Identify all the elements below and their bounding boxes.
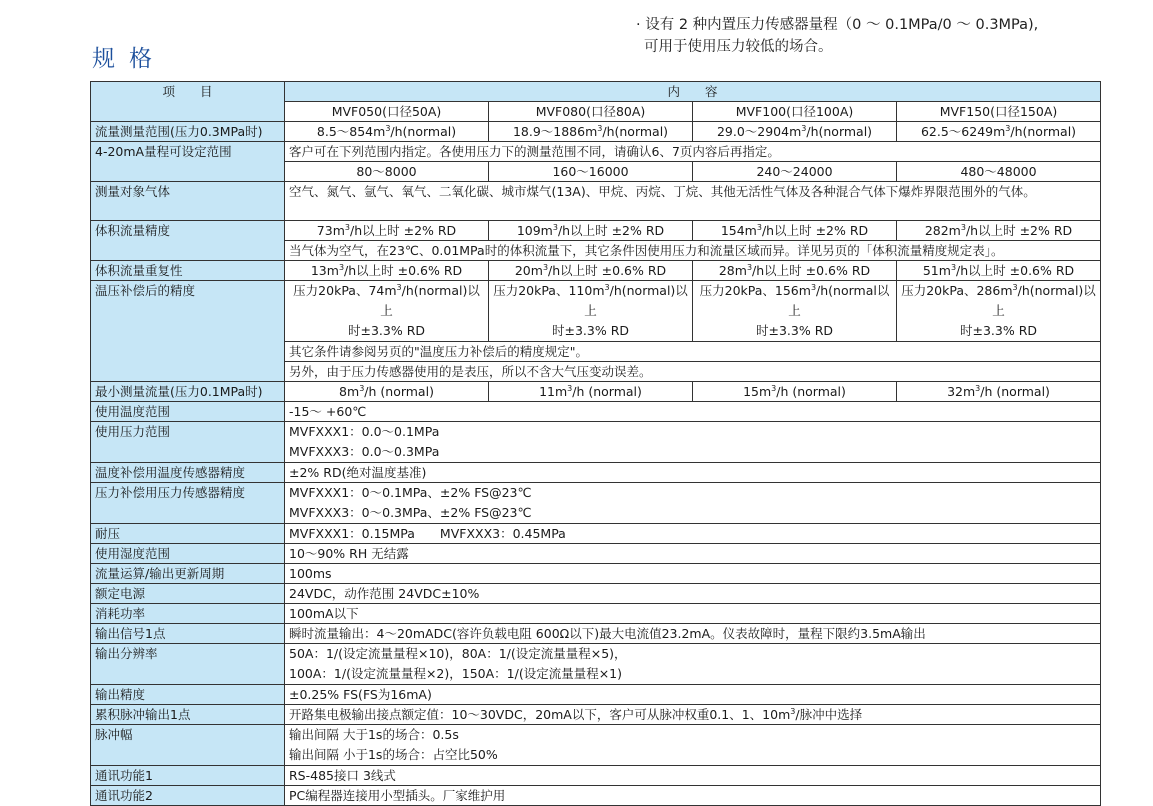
row-use-temp (91, 402, 1101, 422)
row-comm1 (91, 766, 1101, 786)
label-temp-comp: 温压补偿后的精度 (91, 281, 285, 382)
label-out-accuracy: 输出精度 (91, 685, 285, 705)
cell-repeat: $51m^3/h$以上时 ±0.6% RD (897, 261, 1101, 281)
cell-humidity: 10～90% RH 无结露 (285, 544, 1101, 564)
row-temp-comp (91, 281, 1101, 342)
cell-comm1: RS-485接口 3线式 (285, 766, 1101, 786)
label-withstand: 耐压 (91, 524, 285, 544)
label-pulse-out: 累积脉冲输出1点 (91, 705, 285, 725)
label-gas: 测量对象气体 (91, 182, 285, 221)
spec-table (90, 81, 1101, 806)
cell-out-accuracy: ±0.25% FS(FS为16mA) (285, 685, 1101, 705)
cell-accuracy: $154m^3/h$以上时 ±2% RD (693, 221, 897, 241)
cell-repeat: $28m^3/h$以上时 ±0.6% RD (693, 261, 897, 281)
row-output1 (91, 624, 1101, 644)
row-pulse-out (91, 705, 1101, 725)
cell-temp-sensor: ±2% RD(绝对温度基准) (285, 463, 1101, 483)
cell-range-420: 240～24000 (693, 162, 897, 182)
intro-note (636, 14, 1038, 58)
cell-pulse-width: 输出间隔 大于1s的场合：0.5s 输出间隔 小于1s的场合：占空比50% (285, 725, 1101, 766)
label-comm1: 通讯功能1 (91, 766, 285, 786)
cell-consumption: 100mA以下 (285, 604, 1101, 624)
intro-note-line1: · 设有 2 种内置压力传感器量程（0 ～ 0.1MPa/0 ～ 0.3MPa), (636, 17, 1039, 33)
label-output1: 输出信号1点 (91, 624, 285, 644)
label-flow-range: 流量测量范围(压力0.3MPa时) (91, 122, 285, 142)
cell-cycle: 100ms (285, 564, 1101, 584)
cell-accuracy: $73m^3/h$以上时 ±2% RD (285, 221, 489, 241)
row-temp-sensor (91, 463, 1101, 483)
cell-resolution: 50A：1/(设定流量量程×10)，80A：1/(设定流量量程×5)， 100A：1/(设定流量量程×2)，150A：1/(设定流量量程×1) (285, 644, 1101, 685)
row-withstand (91, 524, 1101, 544)
row-gas (91, 182, 1101, 221)
cell-accuracy: $282m^3/h$以上时 ±2% RD (897, 221, 1101, 241)
label-consumption: 消耗功率 (91, 604, 285, 624)
label-range-420: 4-20mA量程可设定范围 (91, 142, 285, 182)
cell-temp-comp: 压力20kPa、$110m^3/h(normal)$以上 时±3.3% RD (489, 281, 693, 342)
cell-range-420: 160～16000 (489, 162, 693, 182)
row-use-press (91, 422, 1101, 463)
row-humidity (91, 544, 1101, 564)
label-comm2: 通讯功能2 (91, 786, 285, 806)
label-accuracy: 体积流量精度 (91, 221, 285, 261)
model-080: MVF080(口径80A) (489, 102, 693, 122)
label-pulse-width: 脉冲幅 (91, 725, 285, 766)
cell-pulse-out: 开路集电极输出接点额定值：10～30VDC，20mA以下，客户可从脉冲权重0.1、1、$10m^3/$脉冲中选择 (285, 705, 1101, 725)
row-comm2 (91, 786, 1101, 806)
cell-flow-range: $29.0\sim 2904m^3/h(normal)$ (693, 122, 897, 142)
cell-min-flow: $11m^3/h$ (normal) (489, 382, 693, 402)
label-repeat: 体积流量重复性 (91, 261, 285, 281)
cell-output1: 瞬时流量输出：4～20mADC(容许负载电阻 600Ω以下)最大电流值23.2mA。仪表故障时，量程下限约3.5mA输出 (285, 624, 1101, 644)
cell-flow-range: $8.5\sim 854m^3/h(normal)$ (285, 122, 489, 142)
model-100: MVF100(口径100A) (693, 102, 897, 122)
cell-use-temp: -15～ +60℃ (285, 402, 1101, 422)
header-content: 内 容 (285, 82, 1101, 102)
cell-accuracy: $109m^3/h$以上时 ±2% RD (489, 221, 693, 241)
cell-temp-comp-note1: 其它条件请参阅另页的"温度压力补偿后的精度规定"。 (285, 342, 1101, 362)
cell-flow-range: $18.9\sim 1886m^3/h(normal)$ (489, 122, 693, 142)
cell-use-press: MVFXXX1：0.0～0.1MPa MVFXXX3：0.0～0.3MPa (285, 422, 1101, 463)
cell-temp-comp: 压力20kPa、$286m^3/h(normal)$以上 时±3.3% RD (897, 281, 1101, 342)
label-use-temp: 使用温度范围 (91, 402, 285, 422)
cell-min-flow: $8m^3/h$ (normal) (285, 382, 489, 402)
cell-press-sensor: MVFXXX1：0～0.1MPa、±2% FS@23℃ MVFXXX3：0～0.3MPa、±2% FS@23℃ (285, 483, 1101, 524)
label-resolution: 输出分辨率 (91, 644, 285, 685)
label-cycle: 流量运算/输出更新周期 (91, 564, 285, 584)
label-power: 额定电源 (91, 584, 285, 604)
cell-repeat: $13m^3/h$以上时 ±0.6% RD (285, 261, 489, 281)
label-humidity: 使用湿度范围 (91, 544, 285, 564)
label-press-sensor: 压力补偿用压力传感器精度 (91, 483, 285, 524)
row-min-flow (91, 382, 1101, 402)
cell-gas: 空气、氮气、氩气、氧气、二氧化碳、城市煤气(13A)、甲烷、丙烷、丁烷、其他无活性气体及各种混合气体下爆炸界限范围外的气体。 (285, 182, 1101, 221)
header-row (91, 82, 1101, 102)
row-flow-range (91, 122, 1101, 142)
cell-withstand: MVFXXX1：0.15MPa MVFXXX3：0.45MPa (285, 524, 1101, 544)
row-consumption (91, 604, 1101, 624)
row-out-accuracy (91, 685, 1101, 705)
cell-range-420-note: 客户可在下列范围内指定。各使用压力下的测量范围不同，请确认6、7页内容后再指定。 (285, 142, 1101, 162)
label-temp-sensor: 温度补偿用温度传感器精度 (91, 463, 285, 483)
row-resolution (91, 644, 1101, 685)
cell-range-420: 80～8000 (285, 162, 489, 182)
row-power (91, 584, 1101, 604)
cell-repeat: $20m^3/h$以上时 ±0.6% RD (489, 261, 693, 281)
cell-min-flow: $32m^3/h$ (normal) (897, 382, 1101, 402)
cell-temp-comp: 压力20kPa、$156m^3/h(normal$以上 时±3.3% RD (693, 281, 897, 342)
cell-range-420: 480～48000 (897, 162, 1101, 182)
header-item: 项 目 (91, 82, 285, 122)
row-pulse-width (91, 725, 1101, 766)
cell-accuracy-note: 当气体为空气，在23℃、0.01MPa时的体积流量下，其它条件因使用压力和流量区域而异。详见另页的「体积流量精度规定表」。 (285, 241, 1101, 261)
label-min-flow: 最小测量流量(压力0.1MPa时) (91, 382, 285, 402)
row-cycle (91, 564, 1101, 584)
cell-flow-range: $62.5\sim 6249m^3/h(normal)$ (897, 122, 1101, 142)
label-use-press: 使用压力范围 (91, 422, 285, 463)
model-150: MVF150(口径150A) (897, 102, 1101, 122)
row-accuracy (91, 221, 1101, 241)
cell-comm2: PC编程器连接用小型插头。厂家维护用 (285, 786, 1101, 806)
cell-temp-comp-note2: 另外，由于压力传感器使用的是表压，所以不含大气压变动误差。 (285, 362, 1101, 382)
model-050: MVF050(口径50A) (285, 102, 489, 122)
row-press-sensor (91, 483, 1101, 524)
intro-note-line2: 可用于使用压力较低的场合。 (644, 39, 833, 55)
cell-min-flow: $15m^3/h$ (normal) (693, 382, 897, 402)
page-title: 规格 (92, 46, 166, 72)
row-repeat (91, 261, 1101, 281)
row-range-420 (91, 142, 1101, 162)
cell-power: 24VDC，动作范围 24VDC±10% (285, 584, 1101, 604)
cell-temp-comp: 压力20kPa、$74m^3/h(normal)$以上 时±3.3% RD (285, 281, 489, 342)
